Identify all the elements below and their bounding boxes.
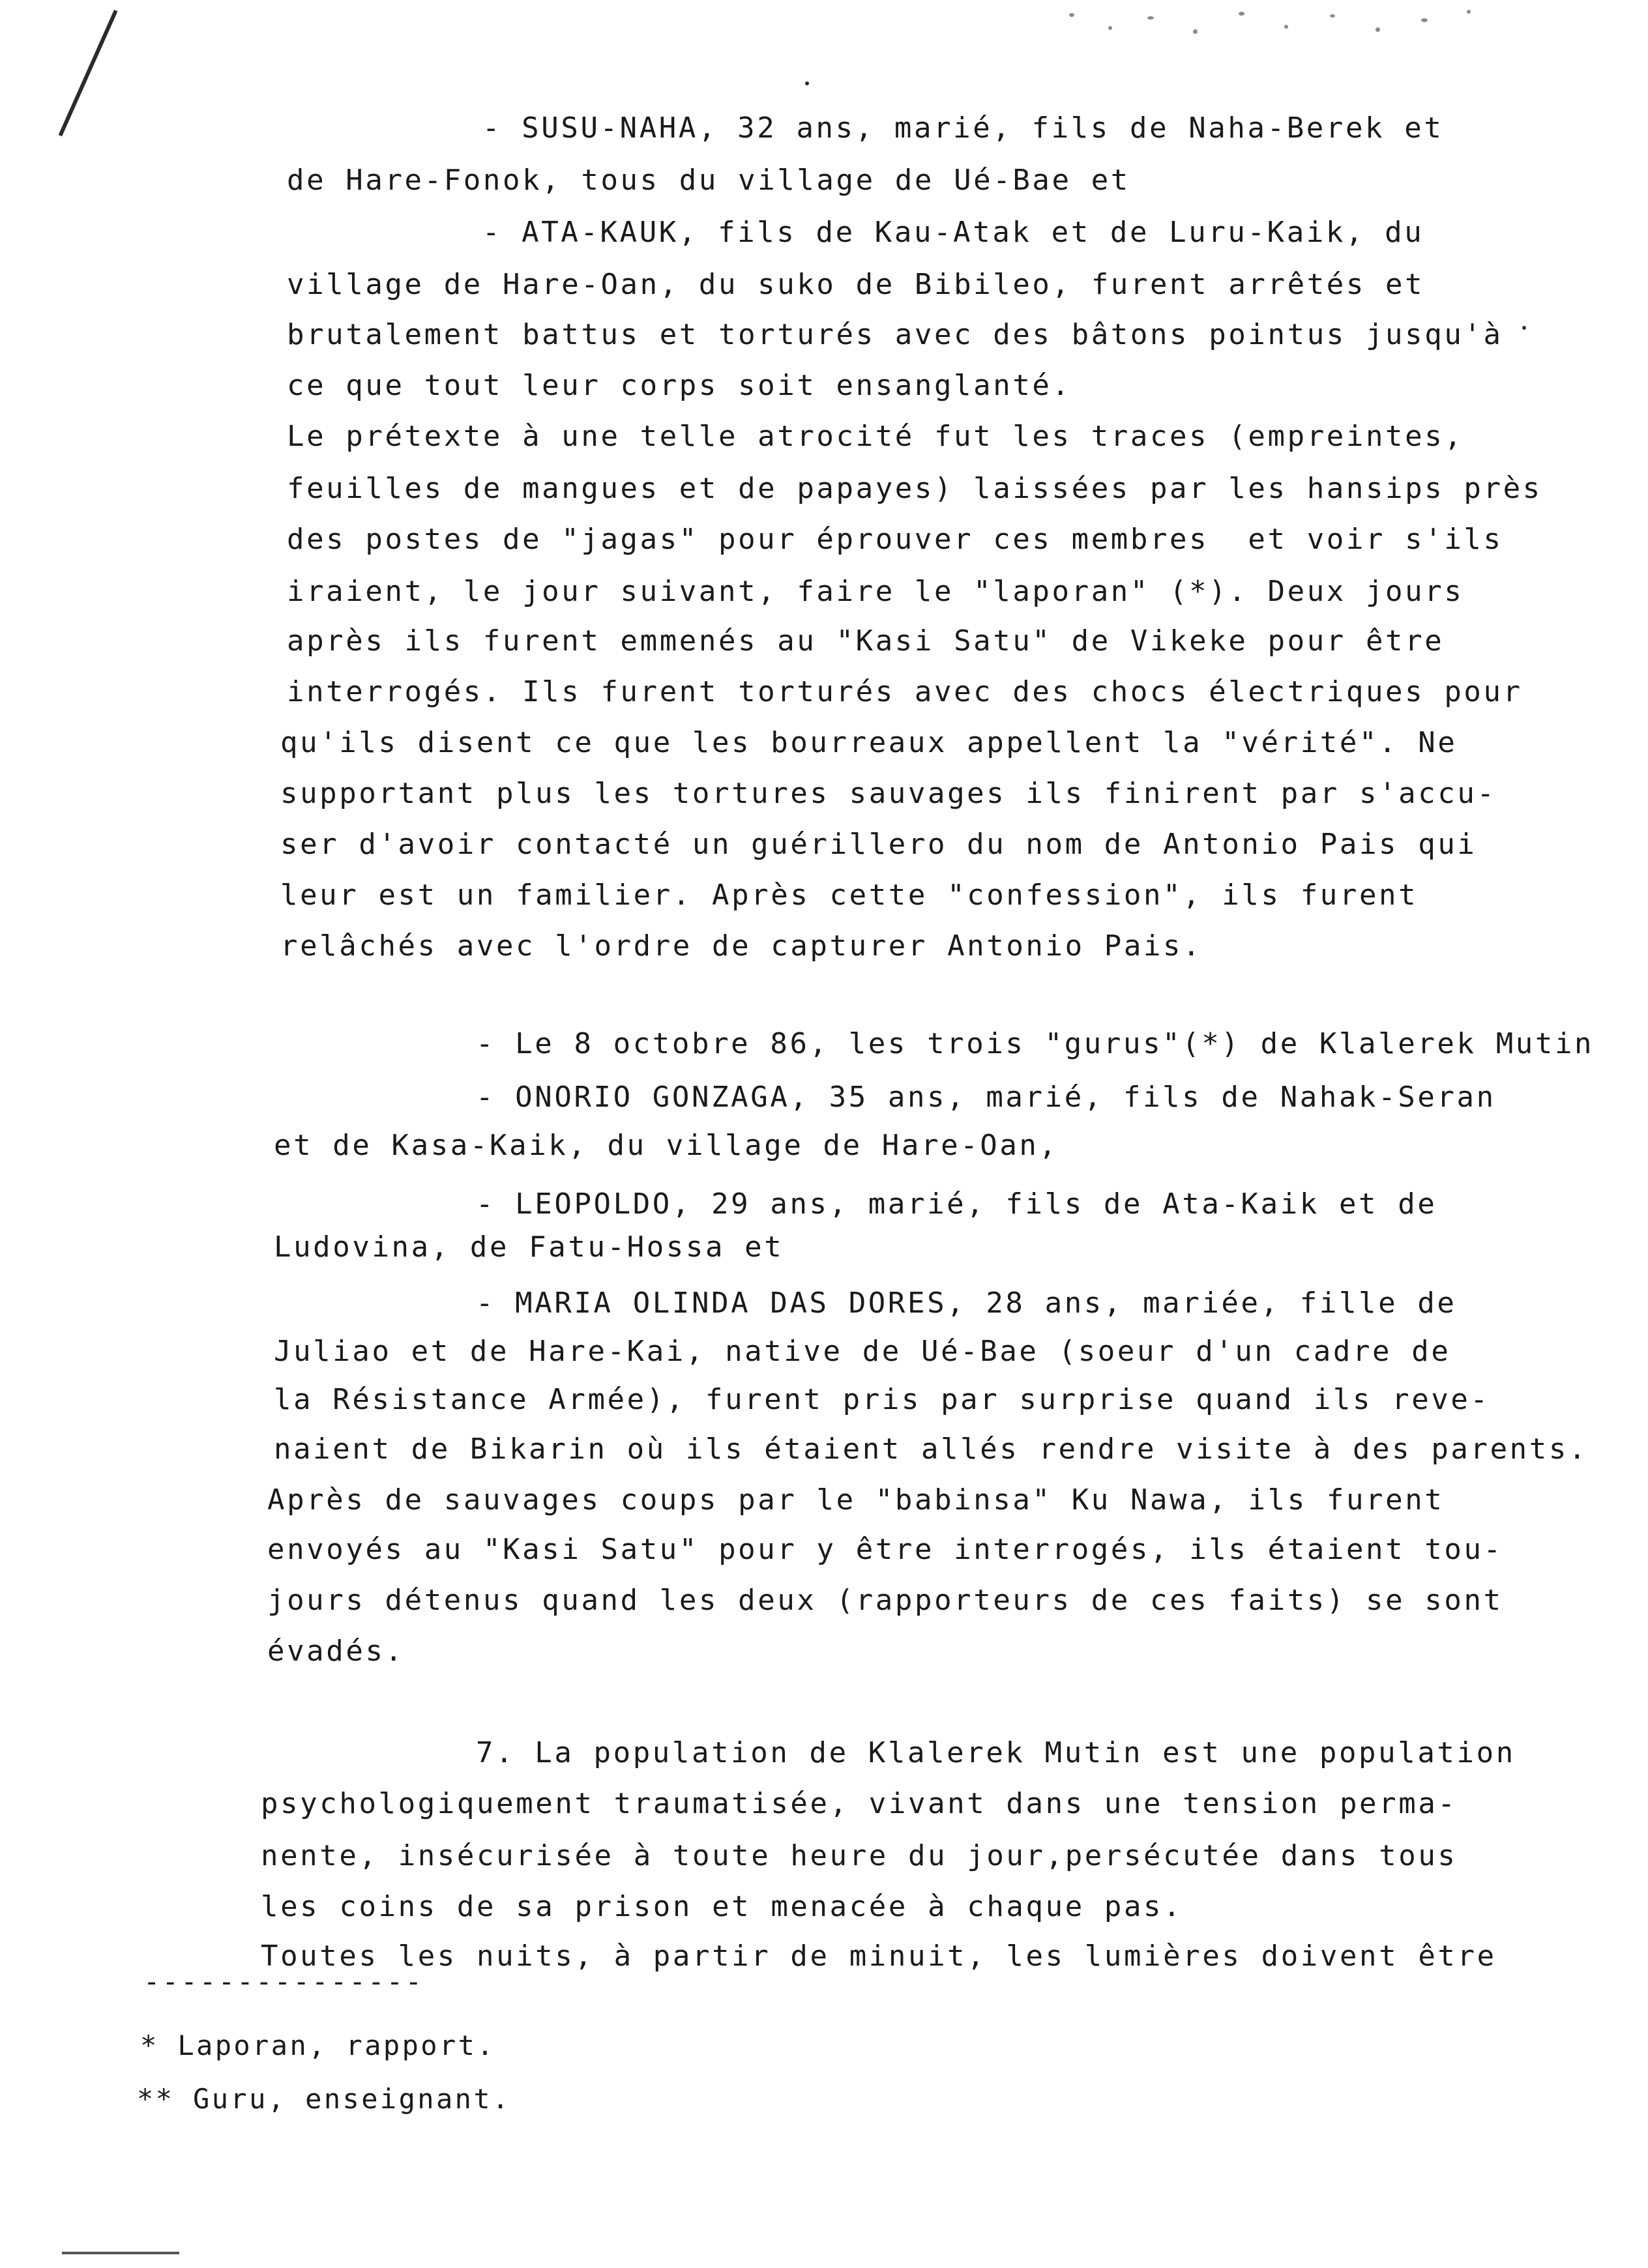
text-line: envoyés au "Kasi Satu" pour y être interrogés, ils étaient tou- xyxy=(267,1533,1503,1566)
text-line: village de Hare-Oan, du suko de Bibileo, furent arrêtés et xyxy=(287,268,1425,301)
text-line: feuilles de mangues et de papayes) laissées par les hansips près xyxy=(287,472,1542,505)
text-line: évadés. xyxy=(267,1635,405,1668)
text-line: relâchés avec l'ordre de capturer Antonio Pais. xyxy=(280,929,1203,963)
scan-noise xyxy=(1147,16,1154,20)
text-line: - MARIA OLINDA DAS DORES, 28 ans, mariée, fille de xyxy=(476,1287,1457,1320)
text-line: - Le 8 octobre 86, les trois "gurus"(*) de Klalerek Mutin xyxy=(476,1027,1595,1060)
text-line: jours détenus quand les deux (rapporteurs de ces faits) se sont xyxy=(267,1584,1503,1617)
text-line: la Résistance Armée), furent pris par surprise quand ils reve- xyxy=(274,1383,1490,1416)
footnote-laporan: * Laporan, rapport. xyxy=(140,2029,496,2061)
scan-noise xyxy=(1108,26,1112,30)
pen-stroke-mark xyxy=(59,10,118,136)
text-line: ce que tout leur corps soit ensanglanté. xyxy=(287,369,1072,402)
scan-edge-mark xyxy=(62,2252,179,2254)
scan-noise xyxy=(1284,25,1288,29)
text-line: Toutes les nuits, à partir de minuit, les lumières doivent être xyxy=(261,1940,1497,1973)
scan-noise xyxy=(1239,12,1244,16)
scan-noise xyxy=(1069,13,1074,17)
text-line: iraient, le jour suivant, faire le "laporan" (*). Deux jours xyxy=(287,575,1464,608)
text-line: psychologiquement traumatisée, vivant dans une tension perma- xyxy=(261,1787,1458,1820)
text-line: naient de Bikarin où ils étaient allés rendre visite à des parents. xyxy=(274,1432,1589,1466)
scan-noise xyxy=(1376,27,1380,32)
text-line: après ils furent emmenés au "Kasi Satu" de Vikeke pour être xyxy=(287,624,1445,658)
scan-noise xyxy=(1522,326,1526,330)
text-line: Juliao et de Hare-Kai, native de Ué-Bae (soeur d'un cadre de xyxy=(274,1335,1451,1368)
text-line: de Hare-Fonok, tous du village de Ué-Bae et xyxy=(287,164,1130,197)
text-line: - LEOPOLDO, 29 ans, marié, fils de Ata-Kaik et de xyxy=(476,1187,1437,1221)
text-line: et de Kasa-Kaik, du village de Hare-Oan, xyxy=(274,1129,1059,1162)
text-line: les coins de sa prison et menacée à chaque pas. xyxy=(261,1890,1183,1923)
text-line: brutalement battus et torturés avec des bâtons pointus jusqu'à xyxy=(287,318,1503,351)
scan-noise xyxy=(1467,10,1471,14)
text-line: leur est un familier. Après cette "confession", ils furent xyxy=(280,879,1419,912)
text-line: qu'ils disent ce que les bourreaux appellent la "vérité". Ne xyxy=(280,726,1458,759)
text-line: - SUSU-NAHA, 32 ans, marié, fils de Naha-Berek et xyxy=(482,111,1444,145)
scan-noise xyxy=(1421,18,1428,22)
text-line: ser d'avoir contacté un guérillero du nom de Antonio Pais qui xyxy=(280,828,1477,861)
text-line: nente, insécurisée à toute heure du jour,persécutée dans tous xyxy=(261,1839,1458,1872)
text-line: supportant plus les tortures sauvages ils finirent par s'accu- xyxy=(280,777,1497,810)
footnote-rule: --------------- xyxy=(143,1966,424,1998)
text-line: interrogés. Ils furent torturés avec des chocs électriques pour xyxy=(287,675,1523,708)
text-line: - ONORIO GONZAGA, 35 ans, marié, fils de Nahak-Seran xyxy=(476,1081,1496,1114)
scan-noise xyxy=(805,81,809,85)
text-line: Le prétexte à une telle atrocité fut les traces (empreintes, xyxy=(287,420,1464,453)
section-heading-line: 7. La population de Klalerek Mutin est une population xyxy=(476,1736,1516,1769)
text-line: Après de sauvages coups par le "babinsa" Ku Nawa, ils furent xyxy=(267,1483,1445,1517)
footnote-guru: ** Guru, enseignant. xyxy=(137,2083,511,2115)
text-line: des postes de "jagas" pour éprouver ces membres et voir s'ils xyxy=(287,523,1503,556)
scan-noise xyxy=(1330,14,1335,18)
text-line: Ludovina, de Fatu-Hossa et xyxy=(274,1230,784,1264)
scan-noise xyxy=(1193,29,1198,34)
text-line: - ATA-KAUK, fils de Kau-Atak et de Luru-Kaik, du xyxy=(482,216,1424,249)
